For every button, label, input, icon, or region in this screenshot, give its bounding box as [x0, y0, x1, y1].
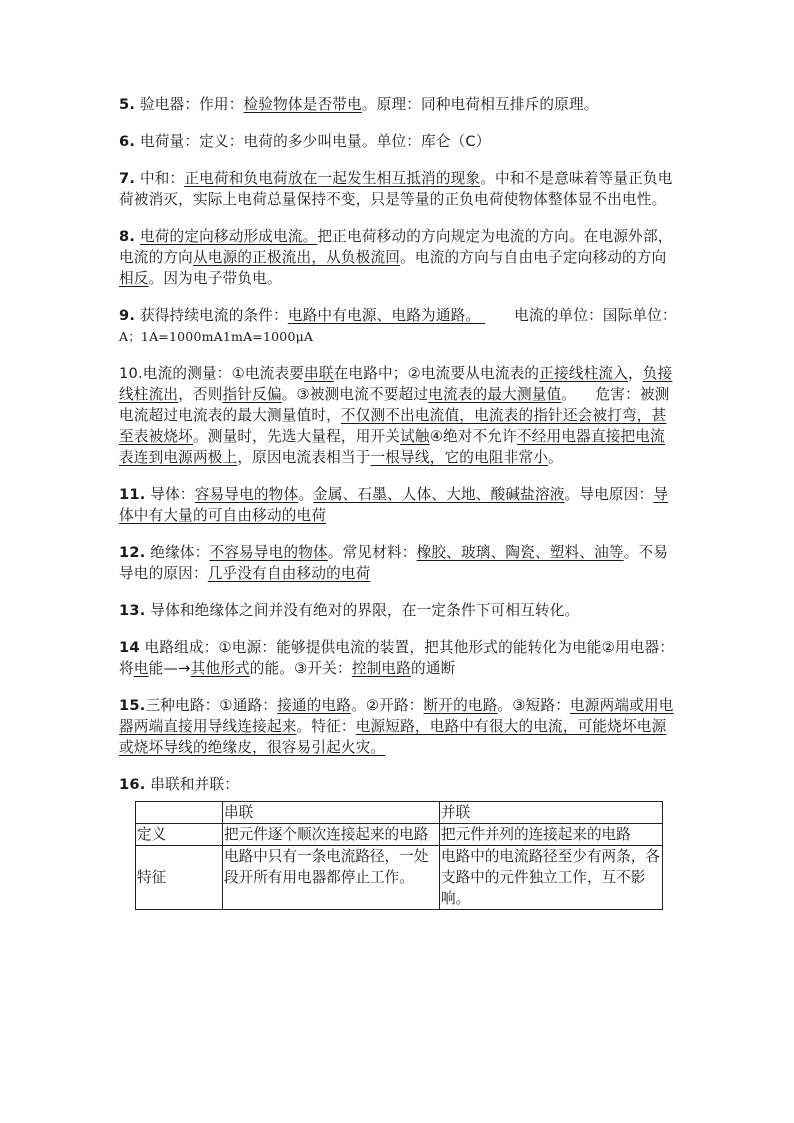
table-cell: 电路中的电流路径至少有两条，各支路中的元件独立工作，互不影响。: [440, 846, 663, 910]
item-number: 14: [119, 639, 140, 656]
table-header-cell: 并联: [440, 802, 663, 824]
item-number: 9.: [119, 307, 136, 324]
paragraph-9: 9. 获得持续电流的条件：电路中有电源、电路为通路。 电流的单位：国际单位：A；1A=1000mA1mA=1000μA: [119, 307, 677, 344]
item-number: 12.: [119, 544, 146, 561]
item-number: 8.: [119, 228, 136, 245]
series-parallel-table: [135, 801, 663, 910]
table-cell: 电路中只有一条电流路径，一处段开所有用电器都停止工作。: [223, 846, 440, 910]
item-number: 7.: [119, 170, 136, 187]
item-number: 11.: [119, 486, 146, 503]
paragraph-7: 7. 中和：正电荷和负电荷放在一起发生相互抵消的现象。中和不是意味着等量正负电荷被消灭，实际上电荷总量保持不变，只是等量的正负电荷使物体整体显不出电性。: [119, 170, 673, 208]
table-header-row: [136, 802, 663, 824]
paragraph-6: 6. 电荷量：定义：电荷的多少叫电量。单位：库仑（C）: [119, 133, 491, 150]
item-number: 15.: [119, 697, 146, 714]
paragraph-8: 8. 电荷的定向移动形成电流。把正电荷移动的方向规定为电流的方向。在电源外部，电流的方向从电源的正极流出，从负极流回。电流的方向与自由电子定向移动的方向相反。因为电子带负电。: [119, 228, 673, 287]
item-number: 16.: [119, 776, 146, 793]
document-page: [119, 94, 679, 910]
table-header-cell: 串联: [223, 802, 440, 824]
paragraph-5: 5. 验电器：作用：检验物体是否带电。原理：同种电荷相互排斥的原理。: [119, 96, 599, 113]
paragraph-14: 14 电路组成：①电源：能够提供电流的装置，把其他形式的能转化为电能②用电器：将电能—→其他形式的能。③开关：控制电路的通断: [119, 639, 675, 677]
table-cell: 把元件逐个顺次连接起来的电路: [223, 824, 440, 846]
paragraph-11: 11. 导体：容易导电的物体。金属、石墨、人体、大地、酸碱盐溶液。导电原因：导体中有大量的可自由移动的电荷: [119, 486, 669, 524]
paragraph-10: 10.电流的测量：①电流表要串联在电路中；②电流要从电流表的正接线柱流入，负接线柱流出，否则指针反偏。③被测电流不要超过电流表的最大测量值。 危害：被测电流超过电流表的最大测量值时，不仅测不出电流值，电流表的指针还会被打弯，甚至表被烧坏。测量时，先选大量程，用开关试触④绝对不允许不经用电器直接把电流表连到电源两极上，原因电流表相当于一根导线，它的电阻非常小。: [119, 365, 673, 466]
table-cell: 把元件并列的连接起来的电路: [440, 824, 663, 846]
table-row-label: 定义: [136, 824, 223, 846]
table-row-label: 特征: [136, 846, 223, 910]
paragraph-13: 13. 导体和绝缘体之间并没有绝对的界限，在一定条件下可相互转化。: [119, 602, 580, 619]
paragraph-16: 16. 串联和并联：: [119, 776, 240, 793]
paragraph-15: 15.三种电路：①通路：接通的电路。②开路：断开的电路。③短路：电源两端或用电器两端直接用导线连接起来。特征：电源短路，电路中有很大的电流，可能烧坏电源或烧坏导线的绝缘皮，很容易引起火灾。: [119, 697, 674, 756]
table-header-cell: [136, 802, 223, 824]
item-number: 5.: [119, 96, 136, 113]
table-row: [136, 846, 663, 910]
item-number: 6.: [119, 133, 136, 150]
item-number: 13.: [119, 602, 146, 619]
table-row: [136, 824, 663, 846]
paragraph-12: 12. 绝缘体：不容易导电的物体。常见材料：橡胶、玻璃、陶瓷、塑料、油等。不易导电的原因：几乎没有自由移动的电荷: [119, 544, 669, 582]
